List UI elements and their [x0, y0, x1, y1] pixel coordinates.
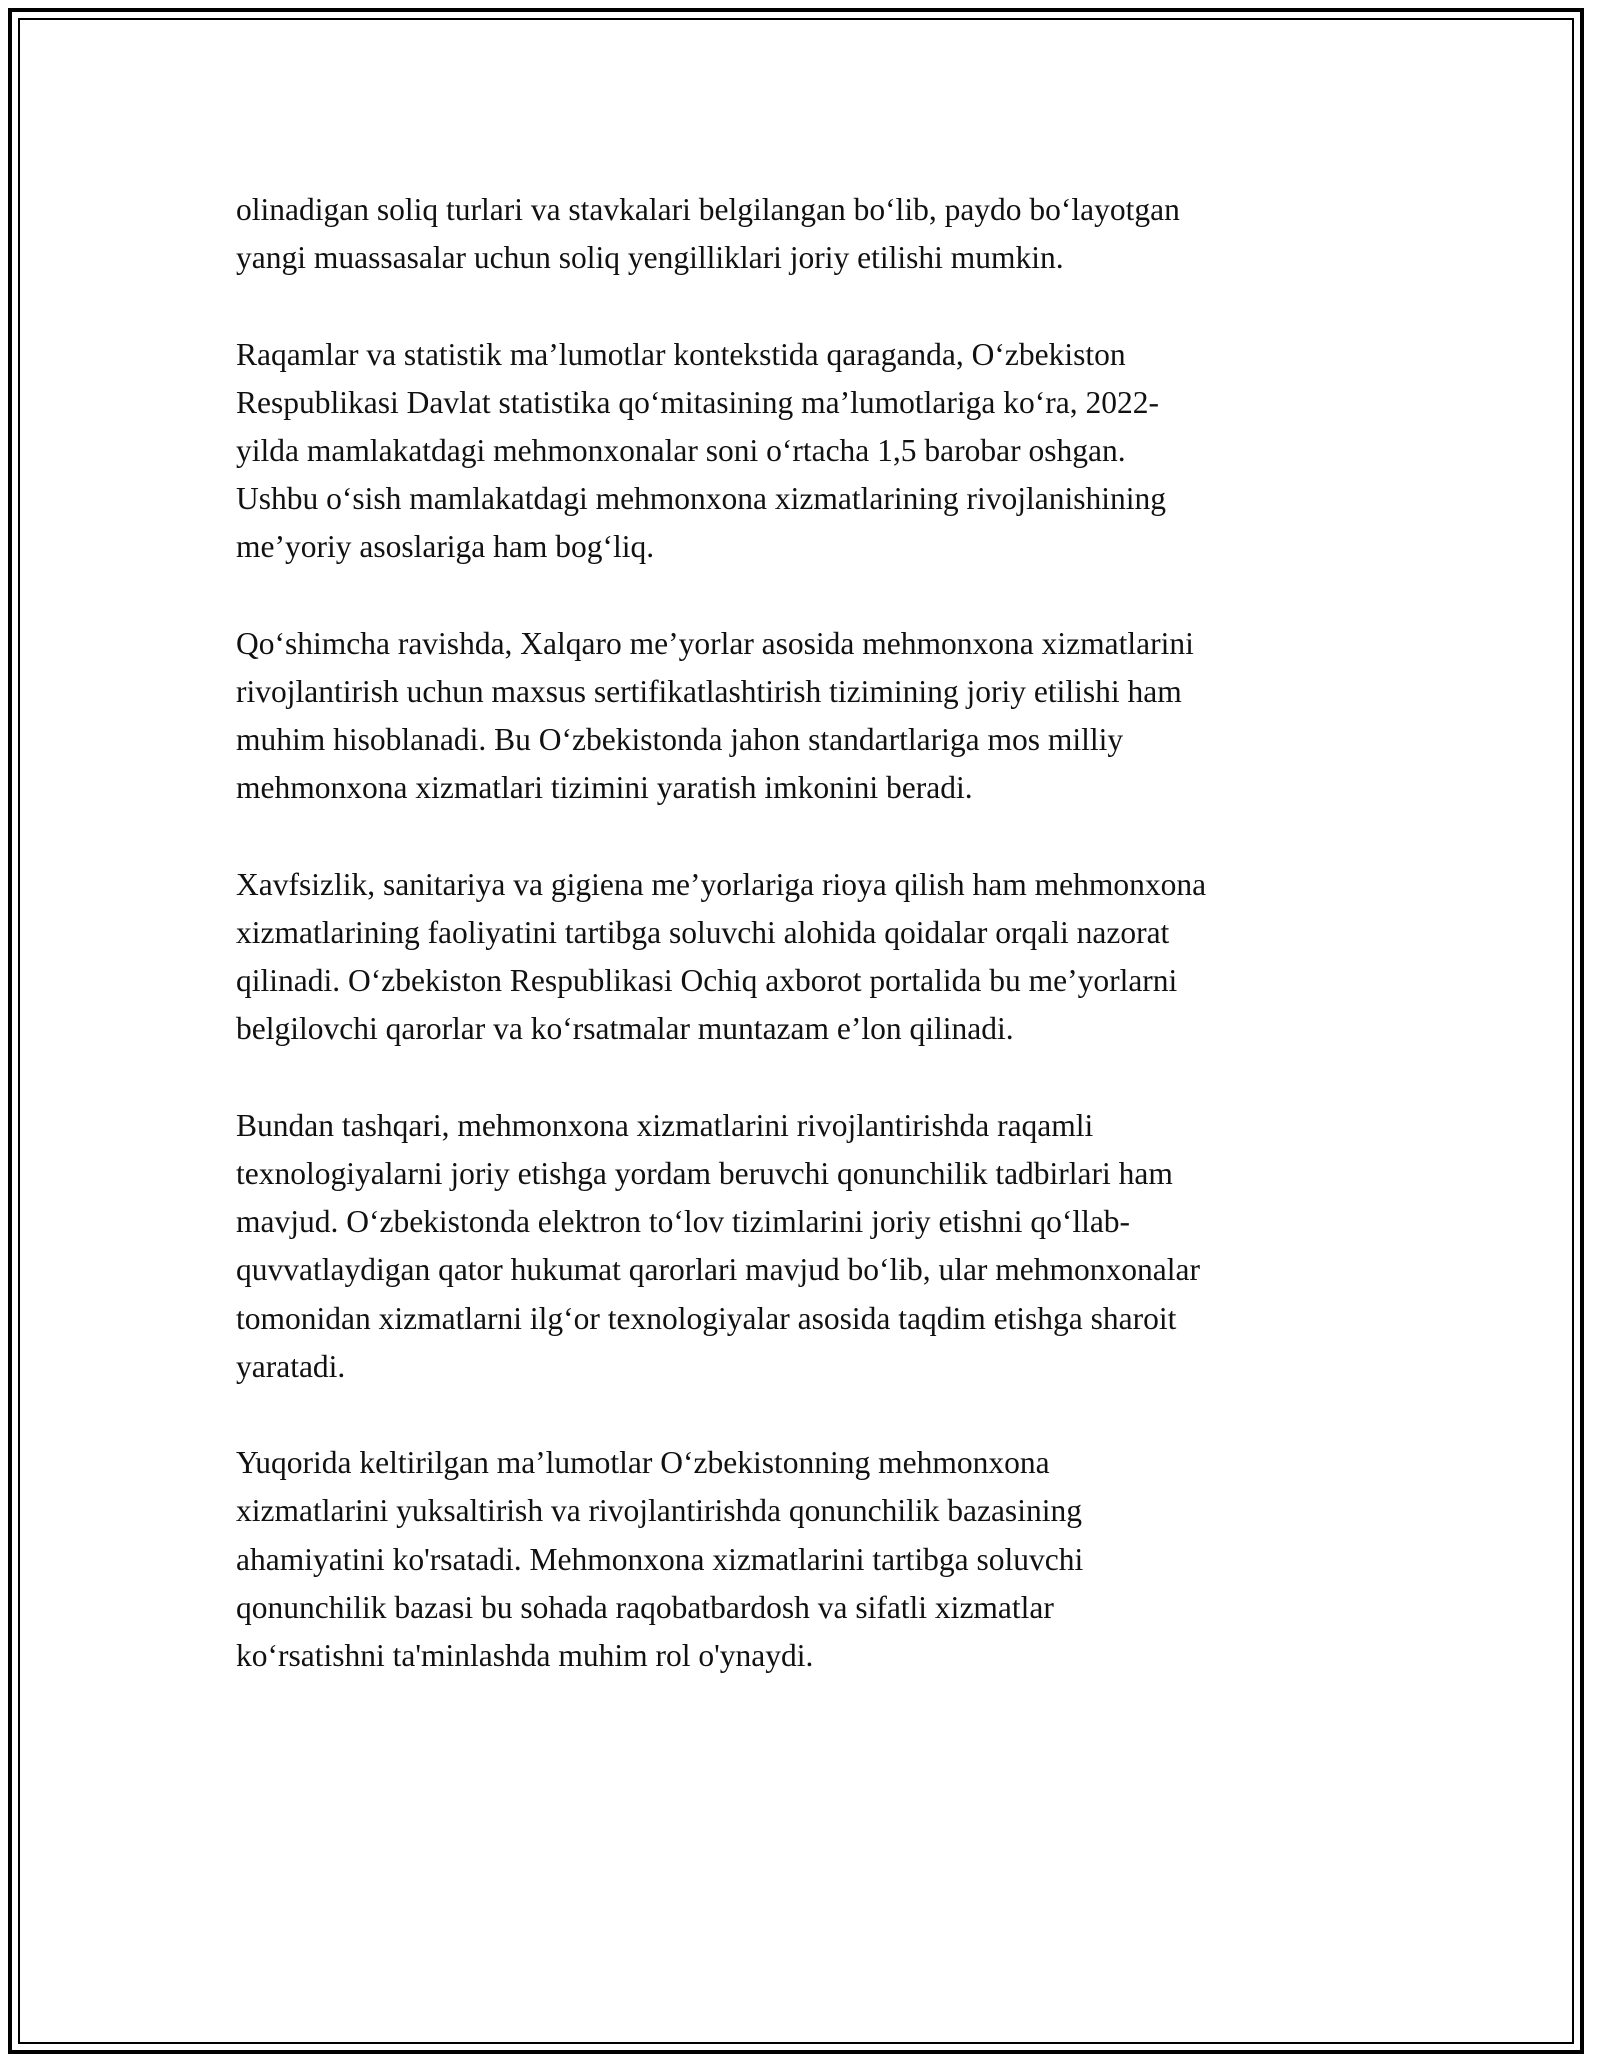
paragraph-tax-rates: olinadigan soliq turlari va stavkalari belgilangan bo‘lib, paydo bo‘layotgan yangi muassasalar uchun soliq yengilliklari joriy etilishi mumkin. [236, 192, 1180, 276]
paragraph-safety-sanitation: Xavfsizlik, sanitariya va gigiena me’yorlariga rioya qilish ham mehmonxona xizmatlarining faoliyatini tartibga soluvchi alohida qoidalar orqali nazorat qilinadi. O‘zbekiston Respublikasi Ochiq axborot portalida bu me’yorlarni belgilovchi qarorlar va ko‘rsatmalar muntazam e’lon qilinadi. [236, 866, 1207, 1047]
paragraph-digital-technologies: Bundan tashqari, mehmonxona xizmatlarini rivojlantirishda raqamli texnologiyalarni joriy etishga yordam beruvchi qonunchilik tadbirlari ham mavjud. O‘zbekistonda elektron to‘lov tizimlarini joriy etishni qo‘llab- quvvatlaydigan qator hukumat qarorlari mavjud bo‘lib, ular mehmonxonalar tomonidan xizmatlarni ilg‘or texnologiyalar asosida taqdim etishga sharoit yaratadi. [236, 1107, 1200, 1384]
paragraph-certification: Qo‘shimcha ravishda, Xalqaro me’yorlar asosida mehmonxona xizmatlarini rivojlantirish uchun maxsus sertifikatlashtirish tizimining joriy etilishi ham muhim hisoblanadi. Bu O‘zbekistonda jahon standartlariga mos milliy mehmonxona xizmatlari tizimini yaratish imkonini beradi. [236, 625, 1194, 806]
document-body [236, 186, 1386, 1728]
paragraph-statistics: Raqamlar va statistik ma’lumotlar kontekstida qaraganda, O‘zbekiston Respublikasi Davlat statistika qo‘mitasining ma’lumotlariga ko‘ra, 2022- yilda mamlakatdagi mehmonxonalar soni o‘rtacha 1,5 barobar oshgan. Ushbu o‘sish mamlakatdagi mehmonxona xizmatlarining rivojlanishining me’yoriy asoslariga ham bog‘liq. [236, 336, 1166, 565]
paragraph-conclusion: Yuqorida keltirilgan ma’lumotlar O‘zbekistonning mehmonxona xizmatlarini yuksaltirish va rivojlantirishda qonunchilik bazasining ahamiyatini ko'rsatadi. Mehmonxona xizmatlarini tartibga soluvchi qonunchilik bazasi bu sohada raqobatbardosh va sifatli xizmatlar ko‘rsatishni ta'minlashda muhim rol o'ynaydi. [236, 1445, 1084, 1674]
